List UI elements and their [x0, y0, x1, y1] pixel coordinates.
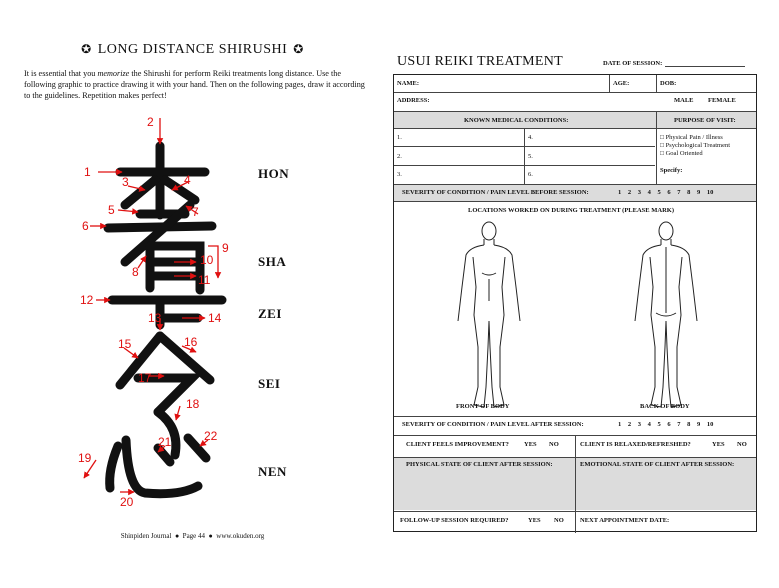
relaxed-yes[interactable]: YES [712, 441, 725, 448]
stroke-number: 14 [208, 311, 222, 325]
stroke-number: 11 [198, 273, 211, 287]
condition-2[interactable]: 2. [397, 153, 402, 160]
checkbox-icon[interactable]: □ [660, 142, 664, 149]
syllable-sei: SEI [258, 376, 281, 391]
purpose-option-physical[interactable]: □ Physical Pain / Illness [660, 134, 723, 141]
arrow-5 [118, 210, 138, 212]
physical-state-label[interactable]: PHYSICAL STATE OF CLIENT AFTER SESSION: [406, 461, 553, 468]
improvement-yes[interactable]: YES [524, 441, 537, 448]
followup-label: FOLLOW-UP SESSION REQUIRED? [400, 517, 509, 524]
severity-after-label: SEVERITY OF CONDITION / PAIN LEVEL AFTER SESSION: [402, 421, 584, 428]
stroke-number: 21 [158, 435, 172, 449]
shirushi-title: ✪ LONG DISTANCE SHIRUSHI ✪ [81, 42, 304, 57]
address-label: ADDRESS: [397, 97, 430, 104]
page-footer: Shinpiden Journal ● Page 44 ● www.okuden.org [120, 532, 265, 540]
purpose-option-goal[interactable]: □ Goal Oriented [660, 150, 703, 157]
condition-4[interactable]: 4. [528, 134, 533, 141]
stroke-number: 6 [82, 219, 89, 233]
stroke-number: 7 [192, 205, 199, 219]
female-option[interactable]: FEMALE [708, 97, 736, 104]
stroke-number: 12 [80, 293, 94, 307]
relaxed-no[interactable]: NO [737, 441, 747, 448]
stroke-3 [125, 180, 155, 205]
followup-no[interactable]: NO [554, 517, 564, 524]
name-label: NAME: [397, 80, 420, 87]
specify-label: Specify: [660, 167, 683, 174]
stroke-number: 13 [148, 311, 162, 325]
emotional-state-label[interactable]: EMOTIONAL STATE OF CLIENT AFTER SESSION: [580, 461, 735, 468]
stroke-number: 16 [184, 335, 198, 349]
arrow-18 [176, 406, 180, 420]
conditions-header: KNOWN MEDICAL CONDITIONS: [464, 117, 569, 124]
syllable-sha: SHA [258, 254, 287, 269]
stroke-number: 20 [120, 495, 134, 509]
stroke-number: 1 [84, 165, 91, 179]
front-body-label: FRONT OF BODY [456, 403, 510, 410]
arrow-8 [138, 256, 146, 268]
treatment-form [393, 74, 757, 532]
severity-after-scale[interactable]: 1 2 3 4 5 6 7 8 9 10 [618, 421, 714, 428]
improvement-label: CLIENT FEELS IMPROVEMENT? [406, 441, 509, 448]
stroke-number: 22 [204, 429, 218, 443]
syllable-zei: ZEI [258, 306, 282, 321]
stroke-number: 2 [147, 115, 154, 129]
stroke-number: 4 [184, 173, 191, 187]
locations-header: LOCATIONS WORKED ON DURING TREATMENT (PLEASE MARK) [468, 207, 674, 214]
stroke-number: 17 [138, 371, 152, 385]
star-icon: ✪ [81, 42, 92, 56]
syllable-hon: HON [258, 166, 290, 181]
purpose-option-psychological[interactable]: □ Psychological Treatment [660, 142, 731, 149]
stroke-number: 8 [132, 265, 139, 279]
male-option[interactable]: MALE [674, 97, 694, 104]
stroke-number: 19 [78, 451, 92, 465]
left-page [0, 0, 385, 588]
back-body-label: BACK OF BODY [640, 403, 690, 410]
severity-before-label: SEVERITY OF CONDITION / PAIN LEVEL BEFORE SESSION: [402, 189, 589, 196]
stroke-number: 3 [122, 175, 129, 189]
stroke-number: 10 [200, 253, 214, 267]
stroke-19 [110, 446, 118, 488]
severity-before-scale[interactable]: 1 2 3 4 5 6 7 8 9 10 [618, 189, 714, 196]
condition-5[interactable]: 5. [528, 153, 533, 160]
stroke-number: 9 [222, 241, 229, 255]
syllable-nen: NEN [258, 464, 287, 479]
checkbox-icon[interactable]: □ [660, 134, 664, 141]
condition-3[interactable]: 3. [397, 171, 402, 178]
date-input[interactable] [665, 60, 745, 67]
body-diagrams[interactable] [394, 217, 756, 417]
shirushi-diagram [0, 0, 385, 540]
back-body-figure[interactable] [635, 222, 697, 407]
age-label: AGE: [613, 80, 630, 87]
date-of-session: DATE OF SESSION: [603, 60, 745, 67]
checkbox-icon[interactable]: □ [660, 150, 664, 157]
improvement-no[interactable]: NO [549, 441, 559, 448]
purpose-header: PURPOSE OF VISIT: [674, 117, 736, 124]
stroke-number: 18 [186, 397, 200, 411]
star-icon: ✪ [293, 42, 304, 56]
intro-text: It is essential that you memorize the Shirushi for perform Reiki treatments long distance. Use the following graphic to practice drawing it with your hand. Then on the following pages, draw it according to the guidelines. Repetition makes perfect! [24, 69, 365, 100]
condition-1[interactable]: 1. [397, 134, 402, 141]
relaxed-label: CLIENT IS RELAXED/REFRESHED? [580, 441, 691, 448]
condition-6[interactable]: 6. [528, 171, 533, 178]
front-body-figure[interactable] [458, 222, 520, 407]
dob-label: DOB: [660, 80, 677, 87]
stroke-number: 5 [108, 203, 115, 217]
next-appointment-label[interactable]: NEXT APPOINTMENT DATE: [580, 517, 670, 524]
treatment-form-title: USUI REIKI TREATMENT [397, 54, 563, 69]
right-page [385, 0, 779, 588]
stroke-number: 15 [118, 337, 132, 351]
followup-yes[interactable]: YES [528, 517, 541, 524]
stroke-9 [150, 246, 200, 290]
